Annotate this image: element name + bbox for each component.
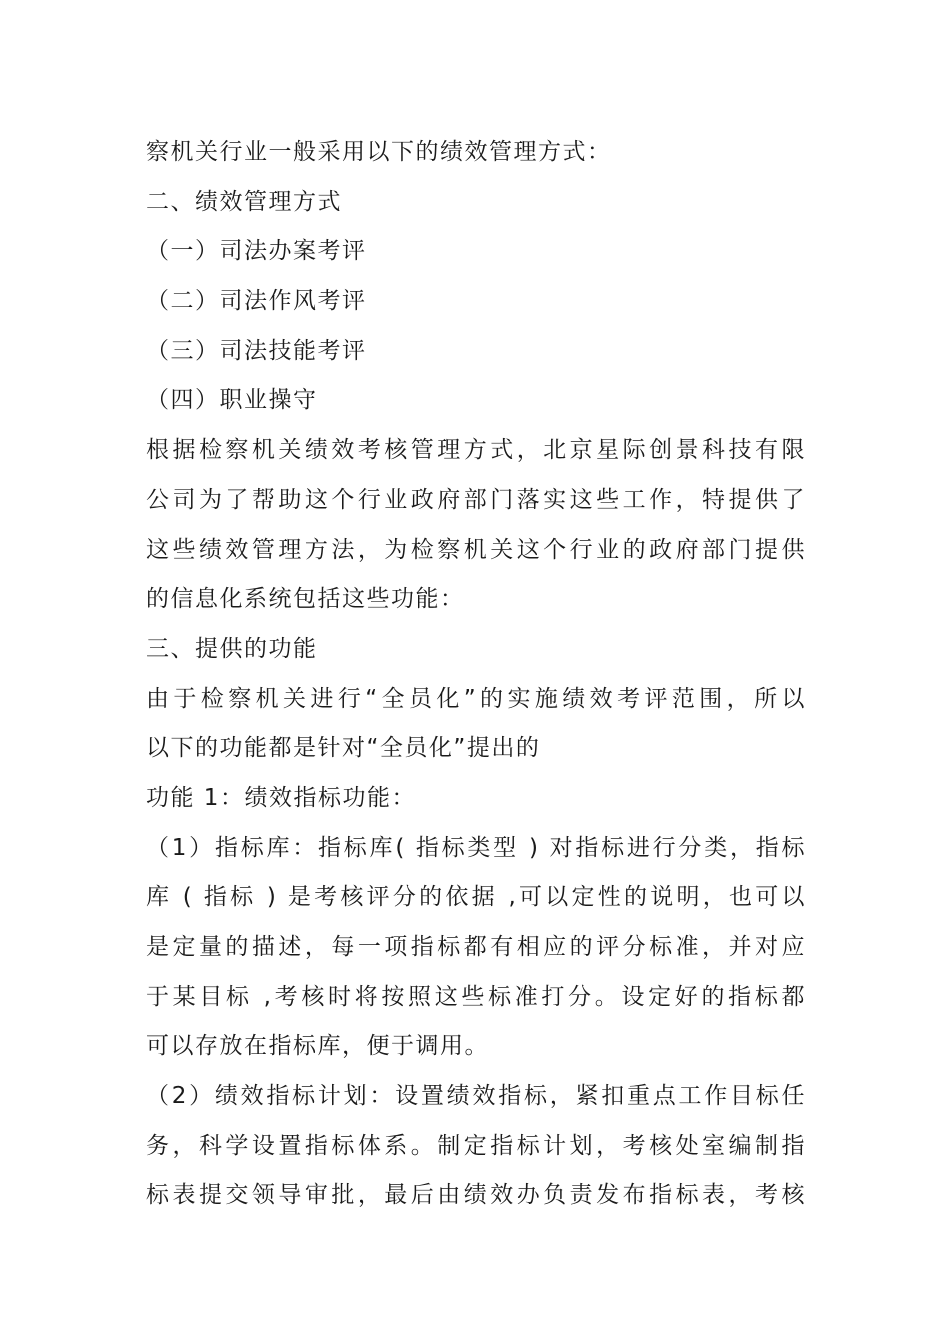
text-line: 可以存放在指标库，便于调用。 <box>146 1033 489 1060</box>
text-line: 以下的功能都是针对“全员化”提出的 <box>146 735 541 762</box>
text-line: 由于检察机关进行“全员化”的实施绩效考评范围，所以 <box>146 685 806 712</box>
text-line: 的信息化系统包括这些功能： <box>146 586 465 613</box>
text-line: 这些绩效管理方法，为检察机关这个行业的政府部门提供 <box>146 536 806 563</box>
text-line: 务，科学设置指标体系。制定指标计划，考核处室编制指 <box>146 1132 806 1159</box>
text-line: （2）绩效指标计划：设置绩效指标，紧扣重点工作目标任 <box>146 1083 806 1110</box>
text-line: 标表提交领导审批，最后由绩效办负责发布指标表，考核 <box>146 1182 806 1209</box>
subsection-heading: 功能 1：绩效指标功能： <box>146 784 416 811</box>
list-item: （四）职业操守 <box>146 387 318 414</box>
section-heading: 二、绩效管理方式 <box>146 188 342 215</box>
text-line: 察机关行业一般采用以下的绩效管理方式： <box>146 139 612 165</box>
text-line: 公司为了帮助这个行业政府部门落实这些工作，特提供了 <box>146 486 806 513</box>
list-item: （一）司法办案考评 <box>146 238 367 265</box>
text-line: 根据检察机关绩效考核管理方式，北京星际创景科技有限 <box>146 437 806 464</box>
text-line: 是定量的描述，每一项指标都有相应的评分标准，并对应 <box>146 934 806 960</box>
section-heading: 三、提供的功能 <box>146 635 318 662</box>
text-line: （1）指标库：指标库( 指标类型 ) 对指标进行分类，指标 <box>146 834 806 861</box>
text-line: 于某目标 ,考核时将按照这些标准打分。设定好的指标都 <box>146 983 806 1010</box>
text-line: 库 ( 指标 ) 是考核评分的依据 ,可以定性的说明，也可以 <box>146 884 806 911</box>
list-item: （三）司法技能考评 <box>146 337 367 364</box>
list-item: （二）司法作风考评 <box>146 288 367 315</box>
document-body <box>146 128 806 1221</box>
